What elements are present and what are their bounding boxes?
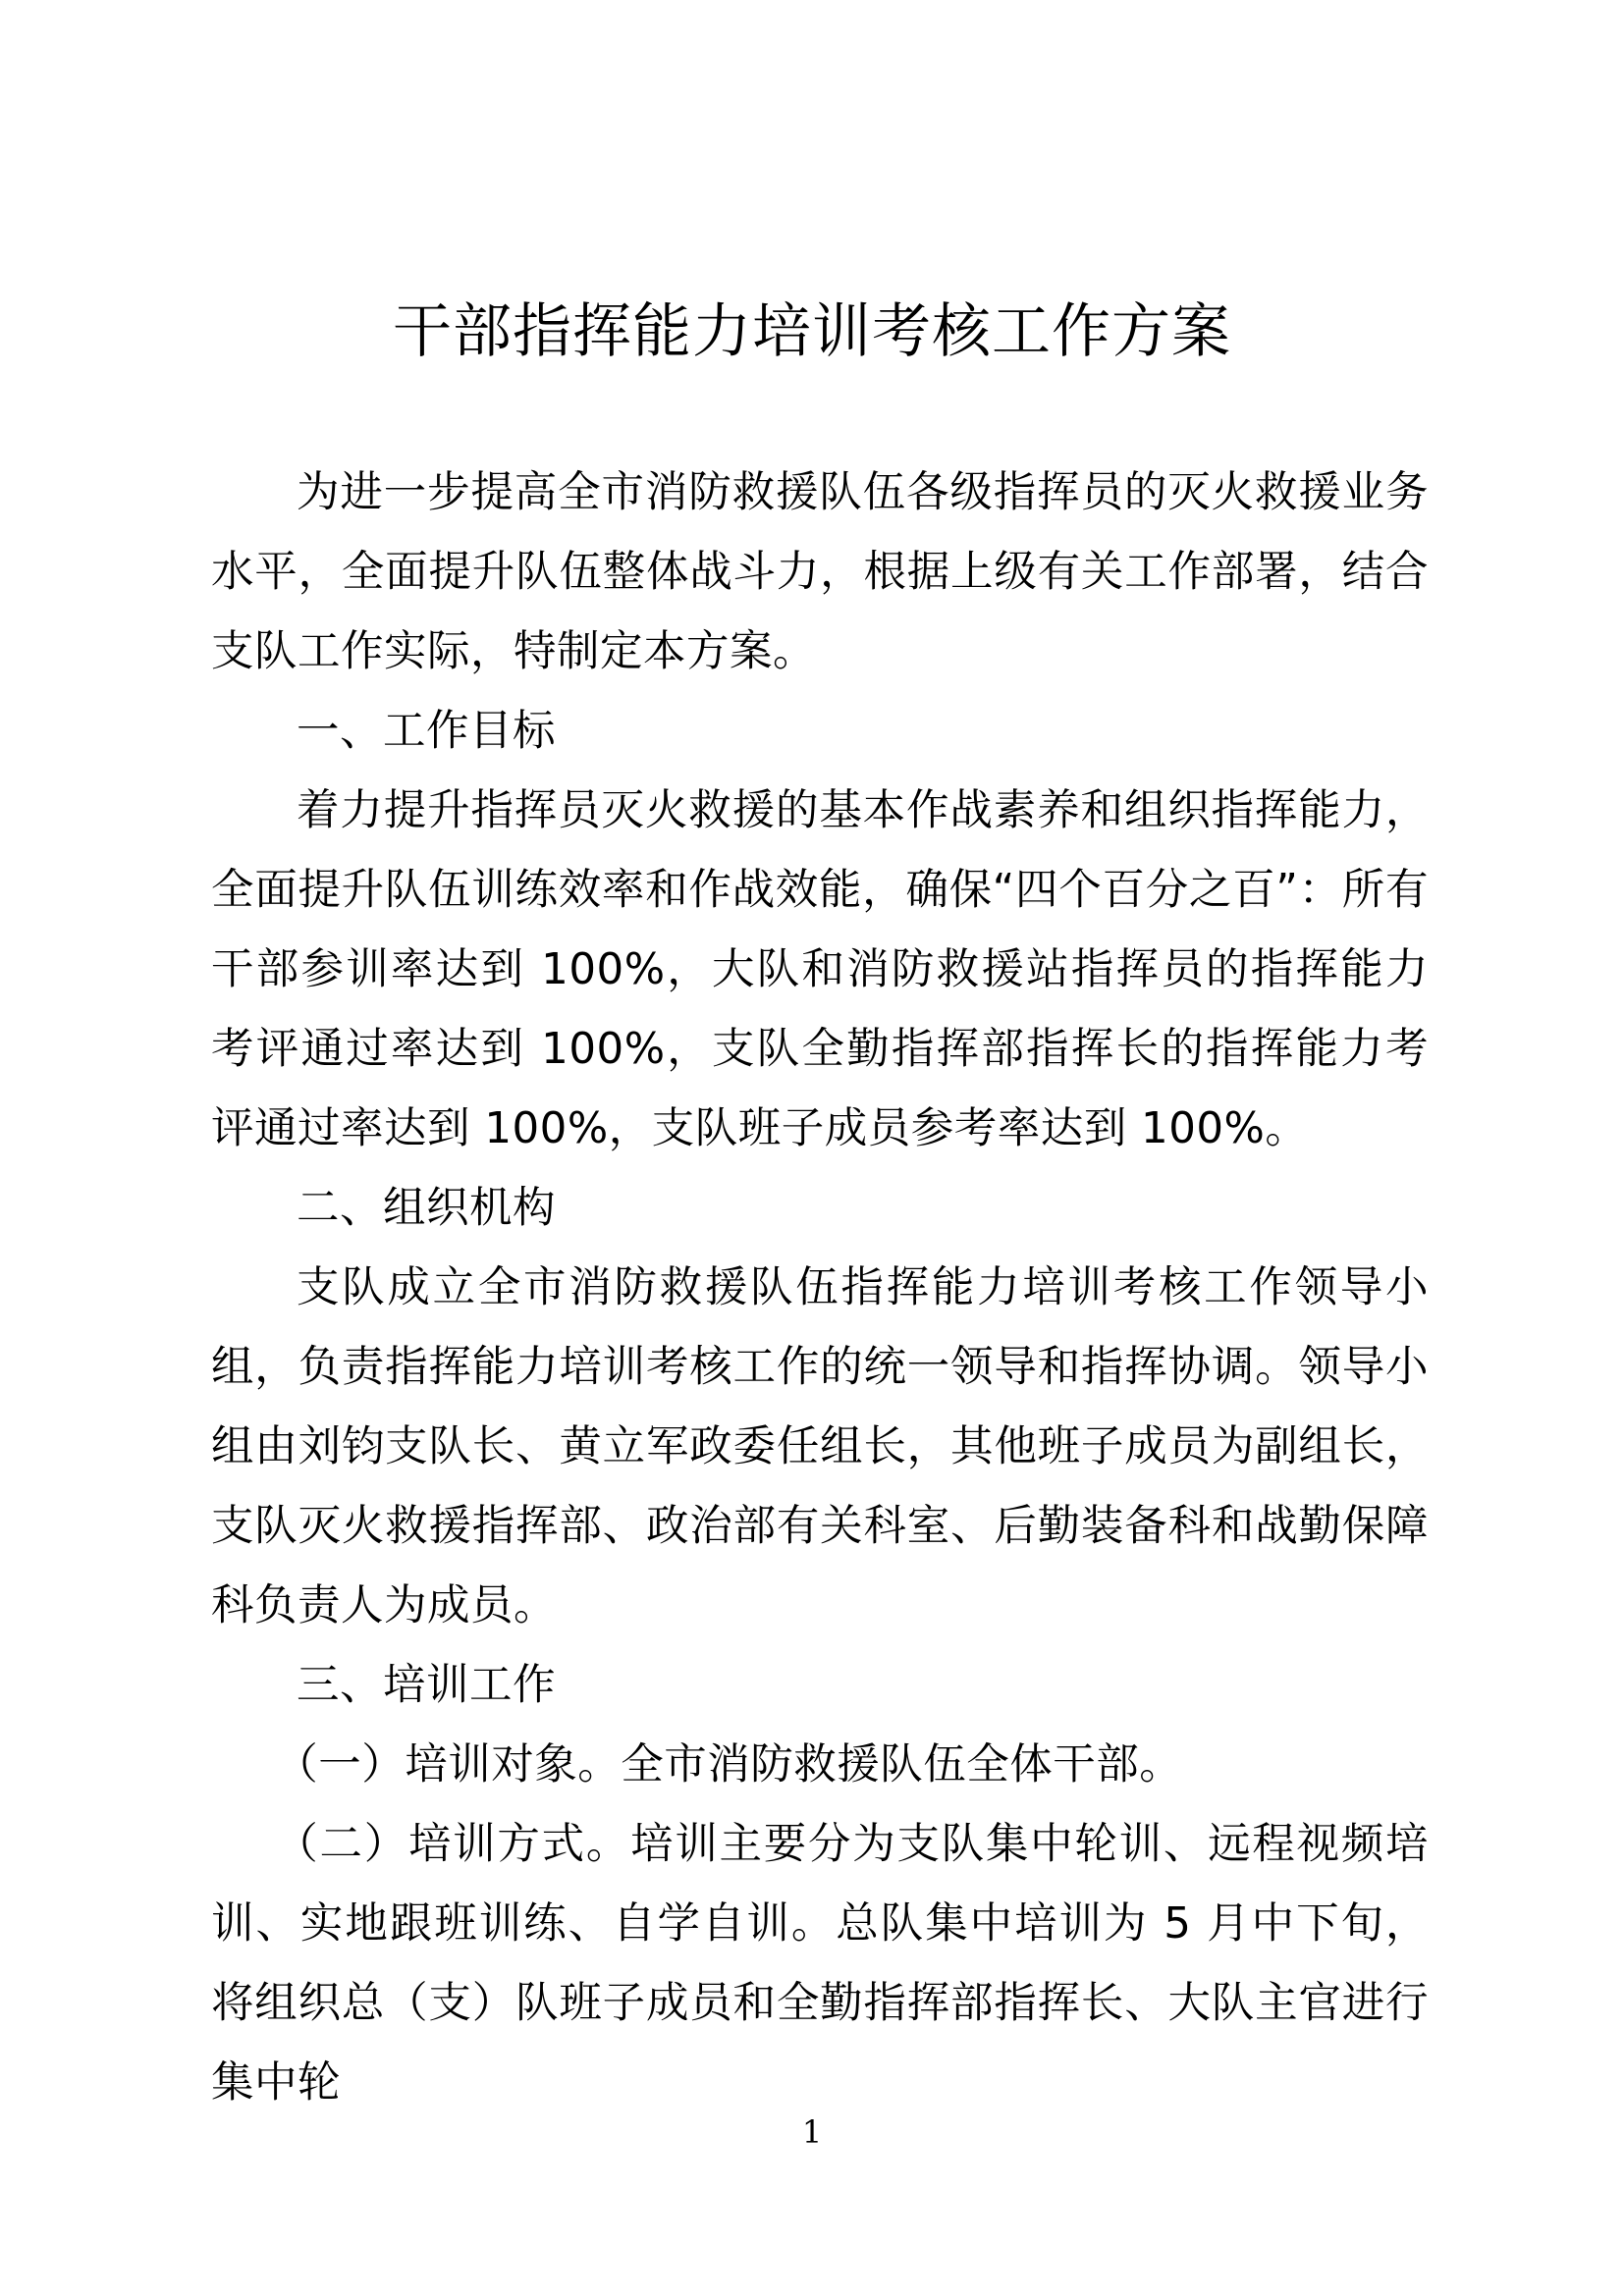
training-method-paragraph: （二）培训方式。培训主要分为支队集中轮训、远程视频培训、实地跟班训练、自学自训。总队集中培训为 5 月中下旬，将组织总（支）队班子成员和全勤指挥部指挥长、大队主官进行集中轮 (211, 1820, 1429, 2108)
document-title: 干部指挥能力培训考核工作方案 (393, 297, 1231, 366)
section-heading-organization: 二、组织机构 (297, 1184, 556, 1233)
goals-paragraph: 着力提升指挥员灭火救援的基本作战素养和组织指挥能力，全面提升队伍训练效率和作战效能，确保“四个百分之百”：所有干部参训率达到 100%，大队和消防救援站指挥员的指挥能力考评通过率达到 100%，支队全勤指挥部指挥长的指挥能力考评通过率达到 100%，支队班子成员参考率达到 100%。 (211, 786, 1429, 1153)
intro-paragraph: 为进一步提高全市消防救援队伍各级指挥员的灭火救援业务水平，全面提升队伍整体战斗力，根据上级有关工作部署，结合支队工作实际，特制定本方案。 (211, 468, 1429, 676)
page-number: 1 (801, 2113, 823, 2151)
document-body (211, 454, 1429, 2123)
section-heading-training: 三、培训工作 (297, 1661, 556, 1710)
training-target-paragraph: （一）培训对象。全市消防救援队伍全体干部。 (275, 1740, 1183, 1789)
organization-paragraph: 支队成立全市消防救援队伍指挥能力培训考核工作领导小组，负责指挥能力培训考核工作的统一领导和指挥协调。领导小组由刘钧支队长、黄立军政委任组长，其他班子成员为副组长，支队灭火救援指挥部、政治部有关科室、后勤装备科和战勤保障科负责人为成员。 (211, 1263, 1429, 1630)
section-heading-goals: 一、工作目标 (297, 707, 556, 756)
